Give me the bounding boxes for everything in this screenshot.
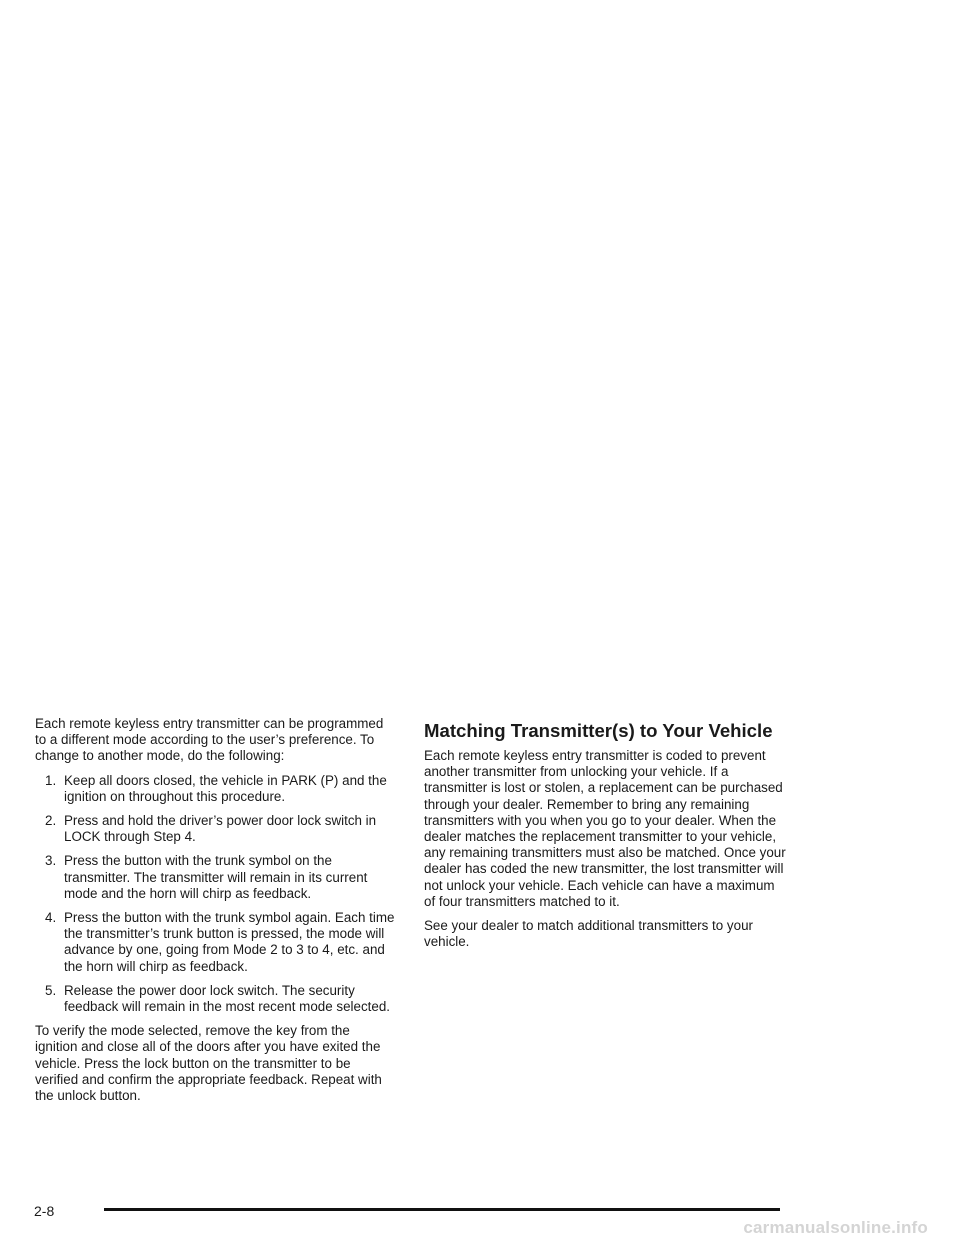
dealer-paragraph: See your dealer to match additional transmitters to your vehicle. — [424, 918, 753, 950]
section-heading: Matching Transmitter(s) to Your Vehicle — [424, 720, 773, 741]
step-number: 1. — [45, 772, 57, 788]
step-text: Press the button with the trunk symbol again. Each time the transmitter’s trunk button is pressed, the mode will advance by one, going from Mode 2 to 3 to 4, etc. and the horn will chirp as feedback. — [64, 910, 395, 974]
step-text: Press and hold the driver’s power door lock switch in LOCK through Step 4. — [64, 813, 377, 845]
step-number: 4. — [45, 910, 57, 926]
intro-paragraph: Each remote keyless entry transmitter can be programmed to a different mode according to the user’s preference. To change to another mode, do the following: — [35, 716, 384, 764]
procedure-steps — [35, 773, 395, 1016]
step-text: Release the power door lock switch. The security feedback will remain in the most recent mode selected. — [64, 982, 390, 1015]
step-item — [35, 910, 395, 975]
step-number: 5. — [45, 982, 57, 998]
verify-paragraph: To verify the mode selected, remove the key from the ignition and close all of the doors after you have exited the vehicle. Press the lock button on the transmitter to be verified and confirm the appropriate feedback. Repeat with the unlock button. — [35, 1023, 382, 1104]
page-number: 2-8 — [34, 1203, 55, 1219]
watermark-text: carmanualsonline.info — [743, 1218, 928, 1237]
left-column — [35, 716, 395, 1112]
step-item — [35, 813, 395, 845]
right-column — [424, 716, 788, 958]
matching-paragraph: Each remote keyless entry transmitter is coded to prevent another transmitter from unlocking your vehicle. If a transmitter is lost or stolen, a replacement can be purchased through your dealer. Remember to bring any remaining transmitters with you when you go to your dealer. When the dealer matches the replacement transmitter to your vehicle, any remaining transmitters must also be matched. Once your dealer has coded the new transmitter, the lost transmitter will not unlock your vehicle. Each vehicle can have a maximum of four transmitters matched to it. — [424, 748, 786, 909]
step-item — [35, 773, 395, 805]
step-item — [35, 983, 395, 1015]
step-number: 2. — [45, 813, 57, 829]
footer-rule — [104, 1208, 780, 1211]
step-item — [35, 853, 395, 902]
step-text: Keep all doors closed, the vehicle in PARK (P) and the ignition on throughout this procedure. — [64, 772, 387, 804]
step-number: 3. — [45, 853, 57, 869]
step-text: Press the button with the trunk symbol on the transmitter. The transmitter will remain in its current mode and the horn will chirp as feedback. — [64, 853, 368, 901]
